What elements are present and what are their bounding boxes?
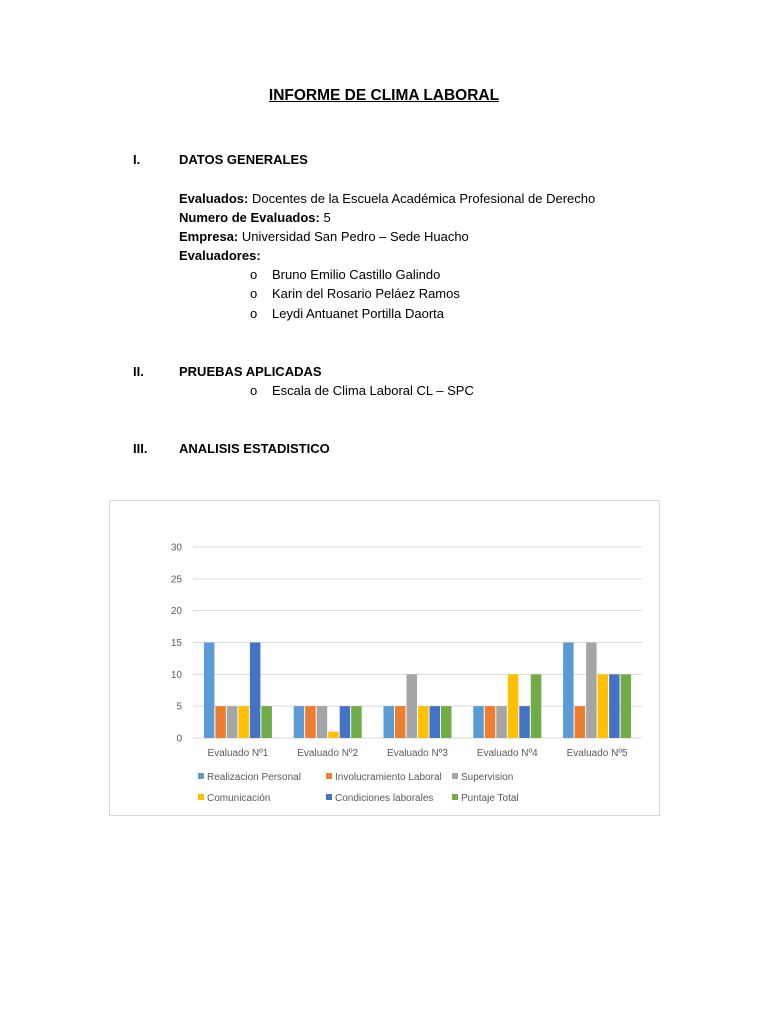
legend-swatch — [198, 794, 204, 800]
prueba-name: Escala de Clima Laboral CL – SPC — [272, 383, 474, 398]
bar — [508, 674, 519, 738]
bar-chart — [110, 501, 661, 817]
chart-container — [109, 500, 660, 816]
evaluados-line — [179, 191, 595, 206]
y-tick-label: 15 — [170, 638, 182, 649]
legend-swatch — [198, 773, 204, 779]
bar — [496, 706, 507, 738]
bar — [340, 706, 351, 738]
evaluadores-line — [179, 248, 261, 263]
bar — [351, 706, 362, 738]
evaluadores-label: Evaluadores: — [179, 248, 261, 263]
legend-label: Supervision — [461, 772, 514, 783]
bar — [586, 643, 597, 739]
evaluados-value: Docentes de la Escuela Académica Profesional de Derecho — [248, 191, 596, 206]
y-tick-label: 5 — [176, 701, 182, 713]
bar — [519, 706, 530, 738]
bar — [261, 706, 272, 738]
evaluador-item — [250, 267, 440, 282]
bar — [531, 674, 542, 738]
legend-swatch — [452, 773, 458, 779]
evaluados-label: Evaluados: — [179, 191, 249, 206]
bar — [609, 674, 620, 738]
report-title: INFORME DE CLIMA LABORAL — [268, 87, 500, 104]
bar — [238, 706, 249, 738]
legend-label: Puntaje Total — [461, 793, 519, 804]
bullet-icon: o — [250, 383, 258, 398]
bar — [250, 643, 261, 739]
bar — [227, 706, 238, 738]
empresa-line — [179, 229, 469, 244]
legend-swatch — [452, 794, 458, 800]
evaluador-item — [250, 306, 444, 321]
bullet-icon: o — [250, 267, 258, 282]
empresa-value: Universidad San Pedro – Sede Huacho — [238, 229, 469, 244]
bar — [395, 706, 406, 738]
evaluador-name: Leydi Antuanet Portilla Daorta — [272, 306, 444, 321]
bar — [441, 706, 452, 738]
x-tick-label: Evaluado Nº1 — [207, 748, 269, 759]
section-3-title: ANALISIS ESTADISTICO — [179, 441, 330, 456]
bar — [305, 706, 316, 738]
bar — [317, 706, 328, 738]
bullet-icon: o — [250, 306, 258, 321]
bar — [294, 706, 305, 738]
section-2-title: PRUEBAS APLICADAS — [179, 364, 322, 379]
section-3-number: III. — [133, 441, 148, 456]
y-tick-label: 0 — [176, 733, 182, 745]
section-2-number: II. — [133, 364, 144, 379]
bar — [621, 674, 632, 738]
y-tick-label: 25 — [170, 574, 182, 586]
legend-label: Comunicación — [207, 793, 271, 804]
numero-evaluados-value: 5 — [319, 210, 331, 225]
section-1-title: DATOS GENERALES — [179, 152, 308, 167]
section-1-number: I. — [133, 152, 141, 167]
bar — [485, 706, 496, 738]
bar — [563, 643, 574, 739]
evaluador-item — [250, 286, 460, 301]
bar — [328, 732, 339, 738]
y-tick-label: 30 — [170, 542, 182, 554]
bar — [430, 706, 441, 738]
empresa-label: Empresa: — [179, 229, 239, 244]
x-tick-label: Evaluado Nº2 — [297, 748, 359, 759]
legend-label: Realizacion Personal — [207, 772, 301, 783]
bar — [575, 706, 586, 738]
evaluador-name: Karin del Rosario Peláez Ramos — [272, 286, 460, 301]
prueba-item — [250, 383, 474, 398]
bar — [473, 706, 484, 738]
evaluador-name: Bruno Emilio Castillo Galindo — [272, 267, 441, 282]
bar — [598, 674, 609, 738]
bar — [418, 706, 429, 738]
bar — [204, 643, 215, 739]
y-tick-label: 20 — [170, 606, 182, 618]
bullet-icon: o — [250, 286, 258, 301]
x-tick-label: Evaluado Nº5 — [566, 748, 628, 759]
bar — [215, 706, 226, 738]
bar — [384, 706, 395, 738]
legend-label: Involucramiento Laboral — [335, 772, 442, 783]
numero-evaluados-line — [179, 210, 331, 225]
numero-evaluados-label: Numero de Evaluados: — [179, 210, 320, 225]
legend-swatch — [326, 794, 332, 800]
x-tick-label: Evaluado Nº3 — [387, 748, 448, 759]
y-tick-label: 10 — [170, 669, 182, 681]
x-tick-label: Evaluado Nº4 — [476, 748, 538, 759]
legend-label: Condiciones laborales — [335, 793, 434, 804]
legend-swatch — [326, 773, 332, 779]
bar — [407, 674, 418, 738]
